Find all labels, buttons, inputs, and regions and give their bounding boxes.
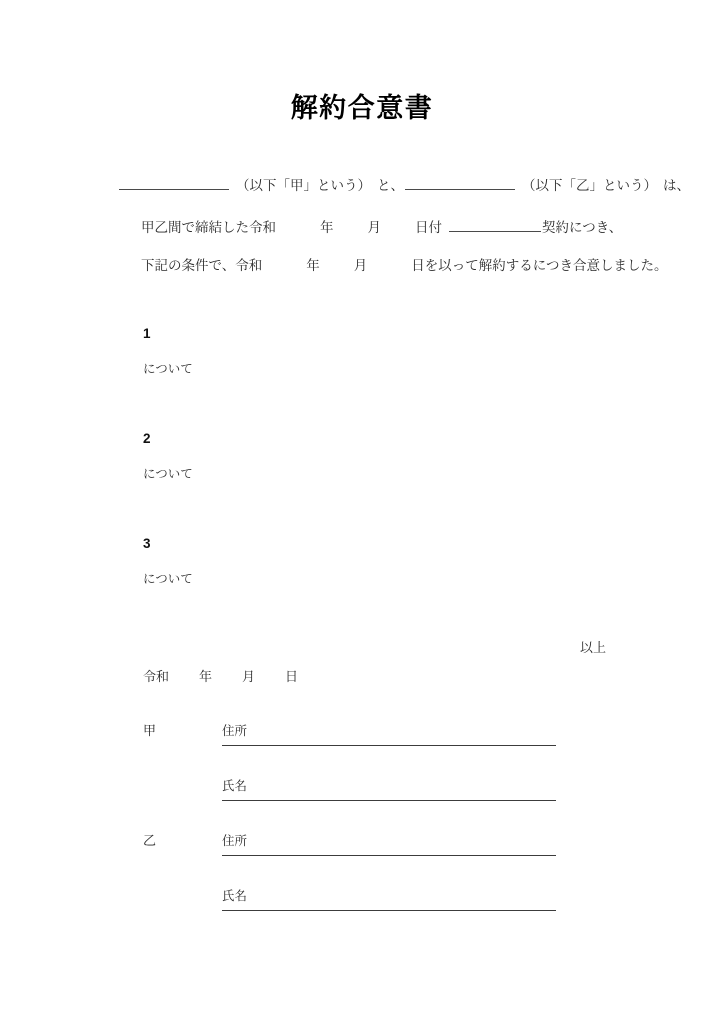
signature-address-field-ko[interactable] [222,722,556,746]
signature-address-label-otsu: 住所 [222,834,248,848]
clause-item-number: 1 [143,326,151,341]
signature-party-label-ko: 甲 [143,723,157,738]
contract-year-unit: 年 [320,219,334,235]
intro-ko-designation: （以下「甲」という） [236,177,371,193]
clause-item-suffix: について [143,467,193,481]
intro-line-3-lead: 下記の条件で、令和 [141,258,263,273]
intro-line-2 [141,218,622,234]
contract-month-unit: 月 [367,219,381,235]
closing-mark: 以上 [579,640,606,655]
execution-era: 令和 [143,669,170,684]
signature-name-field-otsu[interactable] [222,887,556,911]
execution-date-line [143,670,298,683]
signature-name-field-ko[interactable] [222,777,556,801]
party-otsu-name-blank[interactable] [405,176,515,190]
termination-year-unit: 年 [306,258,320,273]
termination-month-unit: 月 [353,258,368,273]
signature-party-label-otsu: 乙 [143,833,157,848]
clause-item [143,327,593,432]
contract-day-unit: 日付 [415,219,442,235]
page-title: 解約合意書 [290,93,434,123]
intro-line-2-tail: 契約につき、 [542,219,623,235]
clause-item-suffix: について [143,572,193,586]
clause-item-number: 2 [143,431,151,446]
contract-name-blank[interactable] [449,218,541,232]
signature-name-label-ko: 氏名 [222,779,248,793]
intro-otsu-designation: （以下「乙」という） [522,177,657,193]
signature-address-label-ko: 住所 [222,724,248,738]
intro-line-1 [118,176,690,192]
clause-item [143,537,593,642]
clause-item-suffix: について [143,362,193,376]
clause-item-number: 3 [143,536,151,551]
intro-line-3 [141,259,667,273]
party-ko-name-blank[interactable] [119,176,229,190]
execution-year-unit: 年 [199,669,213,684]
intro-line-3-tail: 日を以って解約するにつき合意しました。 [411,258,668,273]
intro-connector: と、 [377,177,404,193]
execution-month-unit: 月 [242,669,256,684]
clause-list [143,327,593,642]
clause-item [143,432,593,537]
signature-name-label-otsu: 氏名 [222,889,248,903]
signature-address-field-otsu[interactable] [222,832,556,856]
execution-day-unit: 日 [285,669,299,684]
intro-line-1-tail: は、 [663,177,690,193]
intro-line-2-lead: 甲乙間で締結した令和 [141,219,276,235]
